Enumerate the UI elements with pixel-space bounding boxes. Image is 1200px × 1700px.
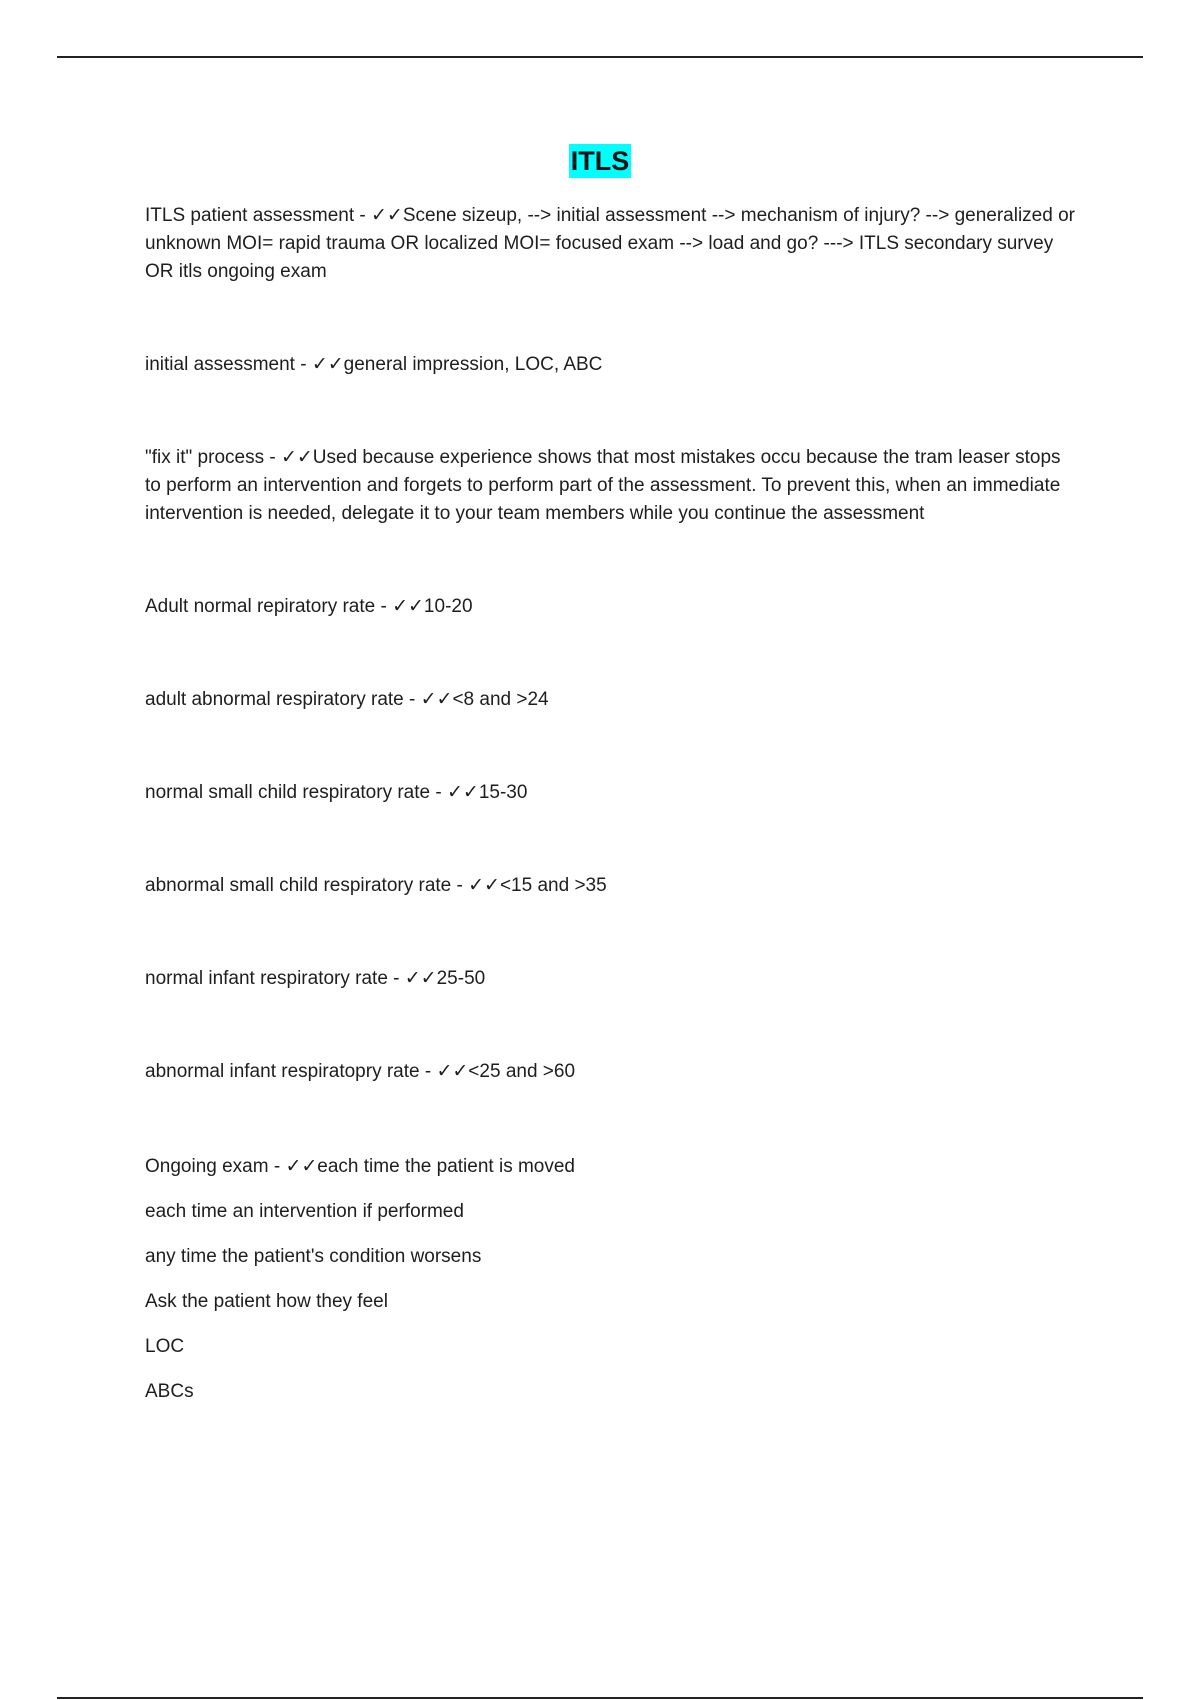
document-body xyxy=(145,202,1075,1414)
entry-adult-normal-rate: Adult normal repiratory rate - ✓✓10-20 xyxy=(145,596,473,617)
ongoing-exam-line: Ask the patient how they feel xyxy=(145,1291,388,1312)
bottom-divider xyxy=(57,1697,1143,1699)
entry-adult-abnormal-rate: adult abnormal respiratory rate - ✓✓<8 and >24 xyxy=(145,689,549,710)
ongoing-exam-line: ABCs xyxy=(145,1381,194,1402)
ongoing-exam-line: any time the patient's condition worsens xyxy=(145,1246,482,1267)
entry-fix-it-process: "fix it" process - ✓✓Used because experience shows that most mistakes occu because the tram leaser stops to perform an intervention and forgets to perform part of the assessment. To prevent this, when an immediate intervention is needed, delegate it to your team members while you continue the assessment xyxy=(145,447,1061,524)
title-container xyxy=(0,144,1200,178)
entry-ongoing-exam xyxy=(145,1144,1075,1414)
ongoing-exam-line: each time an intervention if performed xyxy=(145,1201,464,1222)
entry-infant-abnormal-rate: abnormal infant respiratopry rate - ✓✓<25 and >60 xyxy=(145,1061,576,1082)
ongoing-exam-line: LOC xyxy=(145,1336,185,1357)
entry-child-normal-rate: normal small child respiratory rate - ✓✓15-30 xyxy=(145,782,528,803)
ongoing-exam-line: Ongoing exam - ✓✓each time the patient is moved xyxy=(145,1156,575,1177)
entry-infant-normal-rate: normal infant respiratory rate - ✓✓25-50 xyxy=(145,968,486,989)
entry-initial-assessment: initial assessment - ✓✓general impression, LOC, ABC xyxy=(145,354,603,375)
entry-child-abnormal-rate: abnormal small child respiratory rate - ✓✓<15 and >35 xyxy=(145,875,607,896)
document-title: ITLS xyxy=(570,146,630,176)
top-divider xyxy=(57,56,1143,58)
entry-itls-patient-assessment: ITLS patient assessment - ✓✓Scene sizeup, --> initial assessment --> mechanism of injury? --> generalized or unknown MOI= rapid trauma OR localized MOI= focused exam --> load and go? ---> ITLS secondary survey OR itls ongoing exam xyxy=(145,205,1075,282)
